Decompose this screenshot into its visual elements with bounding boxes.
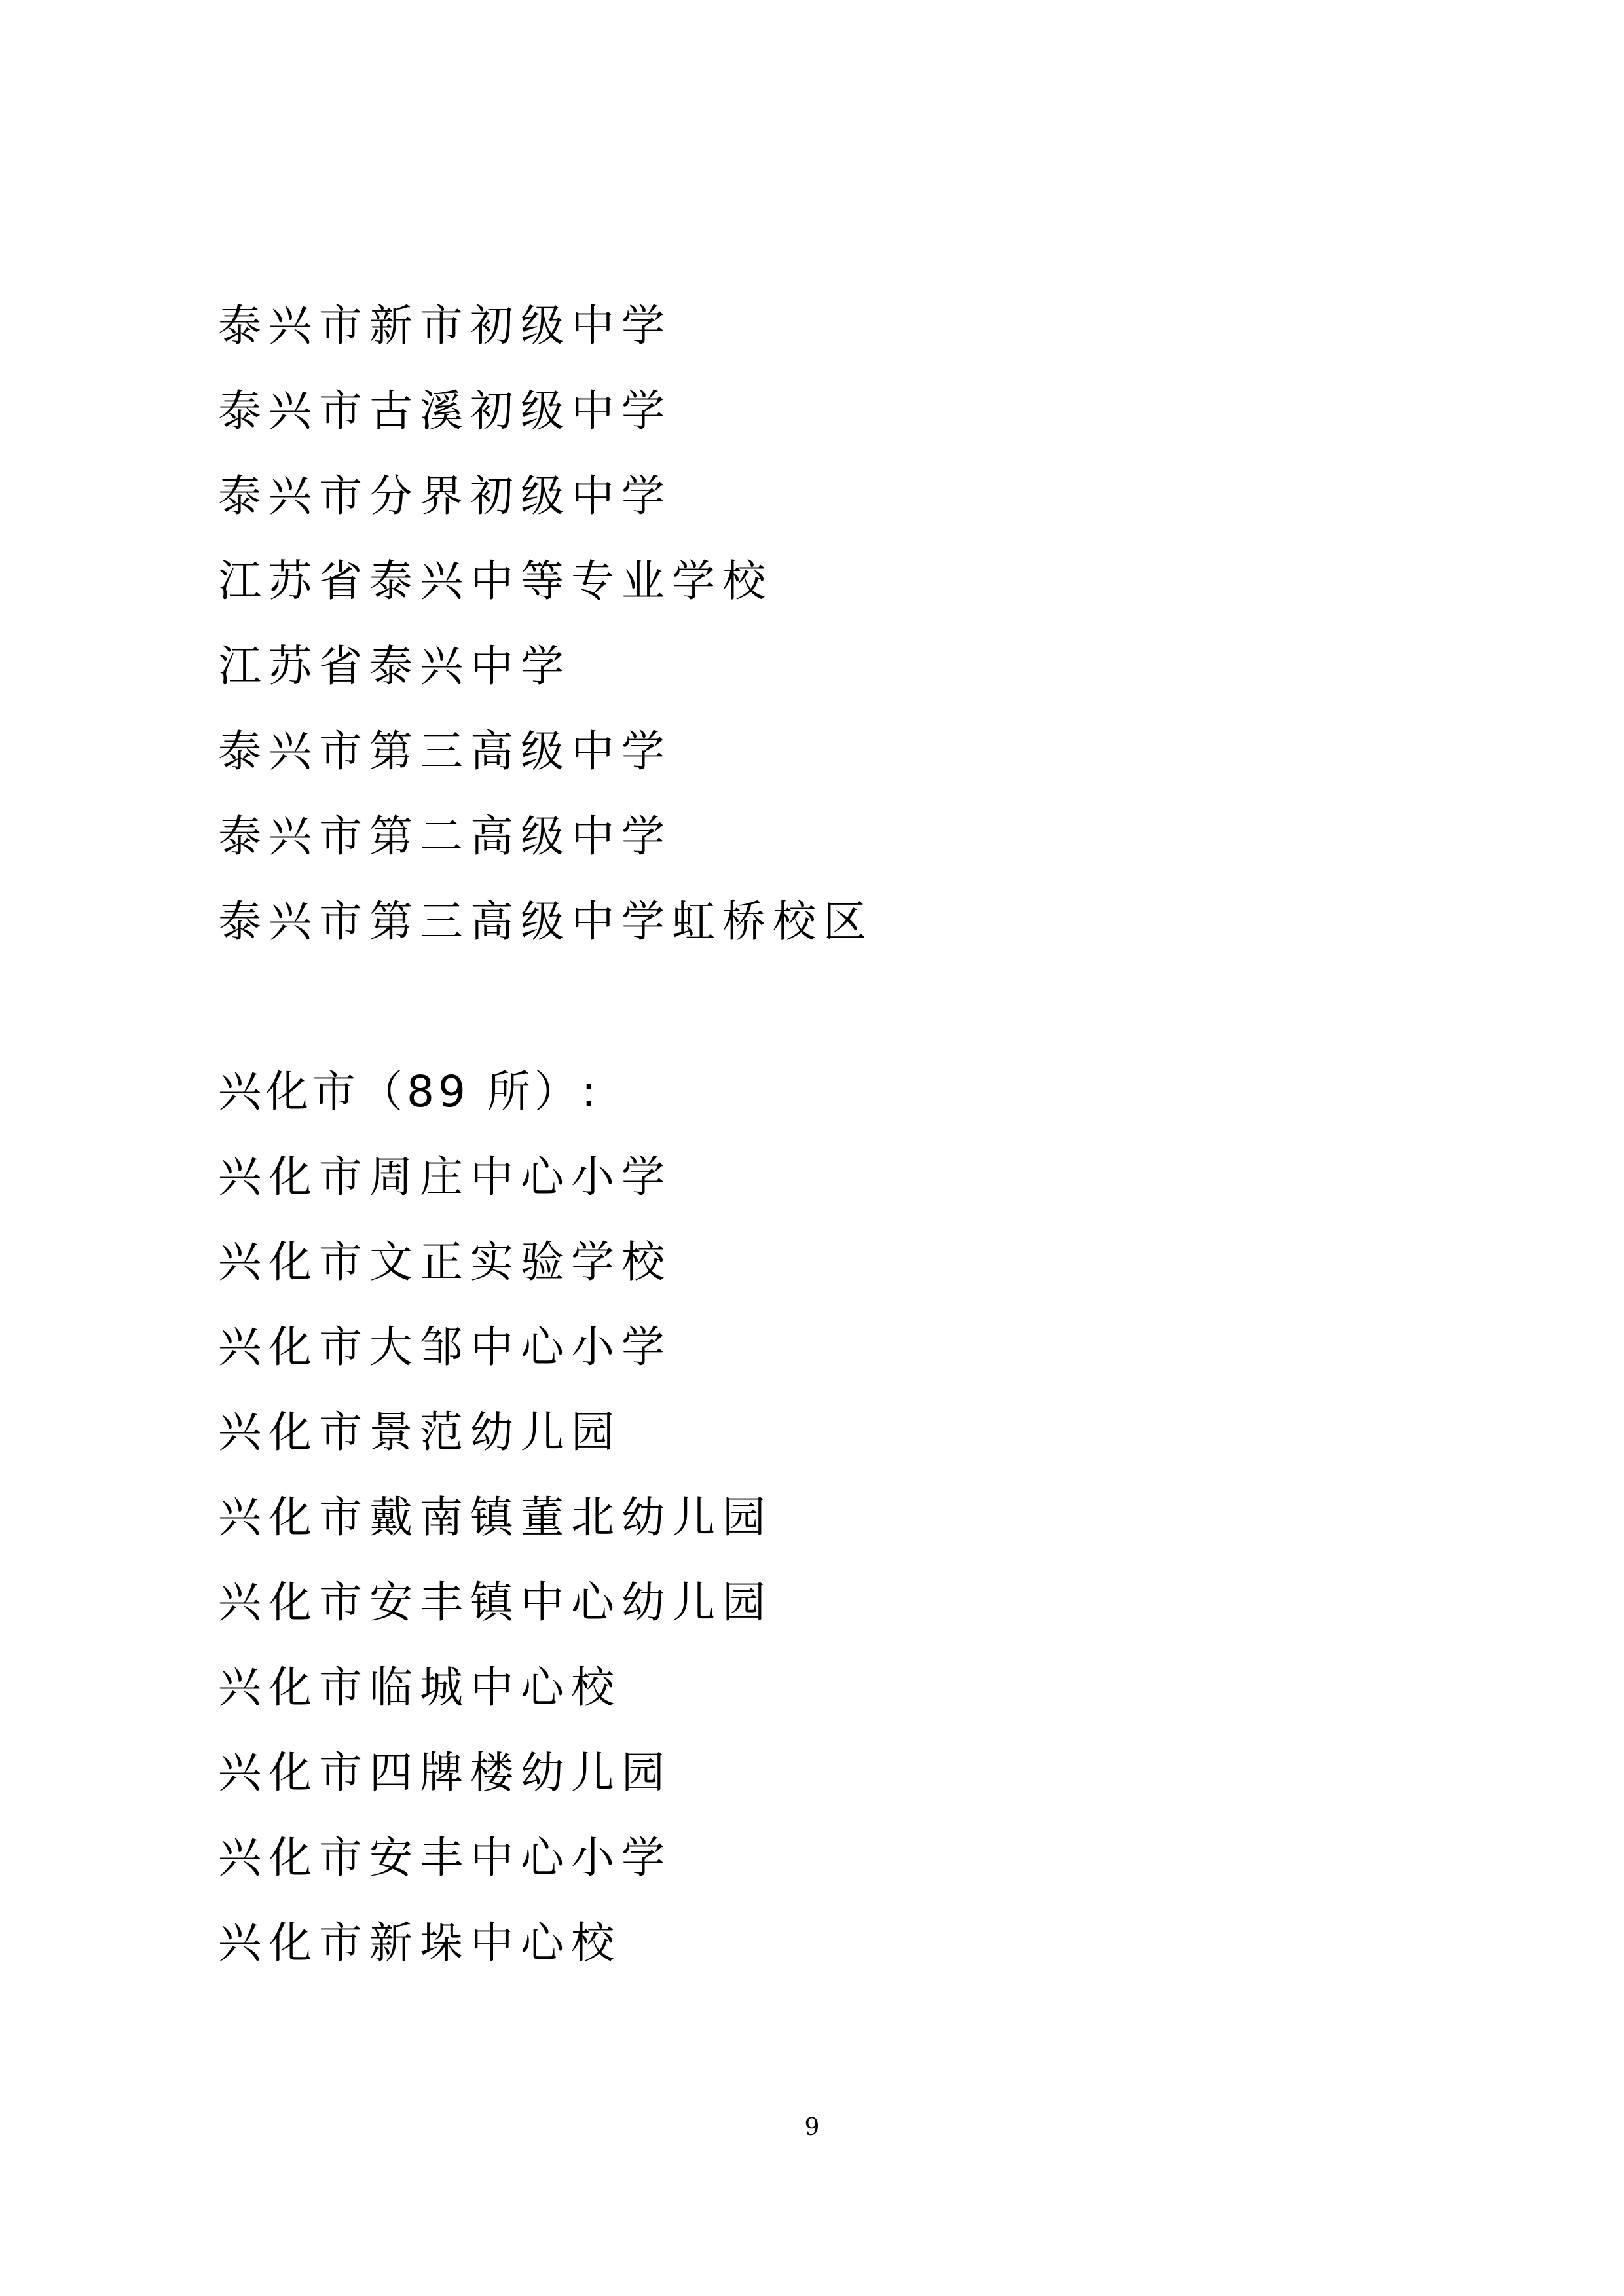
list-item: 兴化市安丰镇中心幼儿园 bbox=[218, 1577, 773, 1628]
list-item: 泰兴市第三高级中学虹桥校区 bbox=[218, 896, 874, 947]
list-item: 兴化市周庄中心小学 bbox=[218, 1152, 672, 1202]
list-item: 兴化市文正实验学校 bbox=[218, 1237, 672, 1287]
list-item: 泰兴市第二高级中学 bbox=[218, 811, 672, 862]
list-item: 兴化市临城中心校 bbox=[218, 1662, 621, 1713]
page-number: 9 bbox=[804, 2114, 820, 2141]
list-item: 江苏省泰兴中等专业学校 bbox=[218, 556, 773, 606]
list-item: 兴化市安丰中心小学 bbox=[218, 1832, 672, 1883]
list-item: 泰兴市古溪初级中学 bbox=[218, 386, 672, 436]
list-item: 泰兴市第三高级中学 bbox=[218, 726, 672, 776]
list-item: 兴化市四牌楼幼儿园 bbox=[218, 1747, 672, 1798]
list-item: 兴化市新垛中心校 bbox=[218, 1918, 621, 1968]
list-item: 泰兴市新市初级中学 bbox=[218, 301, 672, 351]
list-item: 兴化市戴南镇董北幼儿园 bbox=[218, 1492, 773, 1542]
list-item: 兴化市大邹中心小学 bbox=[218, 1322, 672, 1372]
list-item: 江苏省泰兴中学 bbox=[218, 641, 571, 691]
list-item: 兴化市景范幼儿园 bbox=[218, 1407, 621, 1457]
section-heading: 兴化市（89 所）: bbox=[218, 1066, 600, 1117]
list-item: 泰兴市分界初级中学 bbox=[218, 471, 672, 521]
